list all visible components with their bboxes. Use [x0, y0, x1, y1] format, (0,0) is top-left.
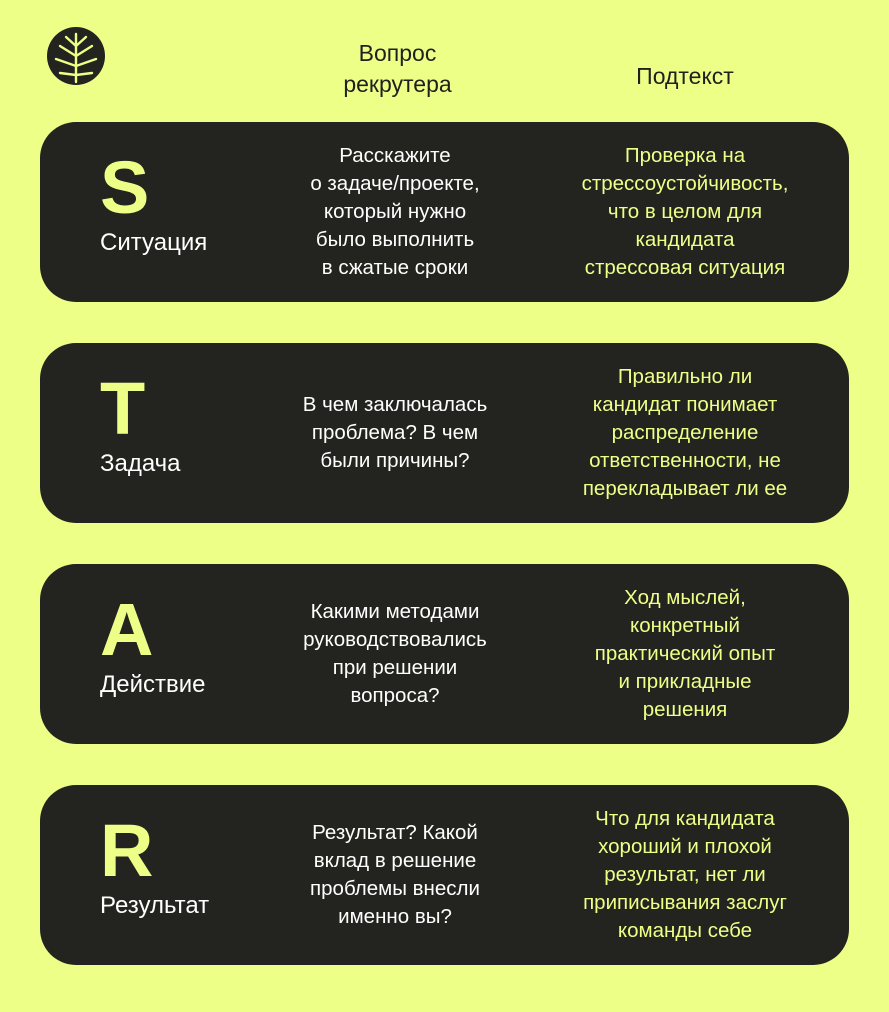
star-word: Задача: [100, 450, 181, 477]
star-word: Результат: [100, 892, 210, 919]
star-word: Действие: [100, 671, 206, 698]
star-letter: A: [100, 588, 154, 671]
star-letter: R: [100, 809, 154, 892]
star-card-result: [40, 785, 849, 965]
subtext: Правильно ли кандидат понимает распределение ответственности, не перекладывает ли ее: [582, 365, 788, 500]
star-letter: S: [100, 146, 150, 229]
column-heading-question: Вопрос рекрутера: [343, 40, 452, 97]
recruiter-question: В чем заключалась проблема? В чем были причины?: [302, 393, 488, 472]
recruiter-question: Расскажите о задаче/проекте, который нужно было выполнить в сжатые сроки: [310, 144, 480, 279]
star-letter: T: [100, 367, 146, 450]
recruiter-question: Результат? Какой вклад в решение проблемы внесли именно вы?: [310, 821, 480, 928]
column-heading-subtext: Подтекст: [636, 63, 734, 89]
subtext: Ход мыслей, конкретный практический опыт и прикладные решения: [594, 586, 776, 721]
star-card-task: [40, 343, 849, 523]
star-word: Ситуация: [100, 229, 208, 256]
star-card-action: [40, 564, 849, 744]
tree-leaf-logo-icon: [46, 24, 106, 88]
subtext: Что для кандидата хороший и плохой результат, нет ли приписывания заслуг команды себе: [583, 807, 787, 942]
star-card-situation: [40, 122, 849, 302]
recruiter-question: Какими методами руководствовались при решении вопроса?: [303, 600, 487, 707]
subtext: Проверка на стрессоустойчивость, что в целом для кандидата стрессовая ситуация: [581, 144, 789, 279]
